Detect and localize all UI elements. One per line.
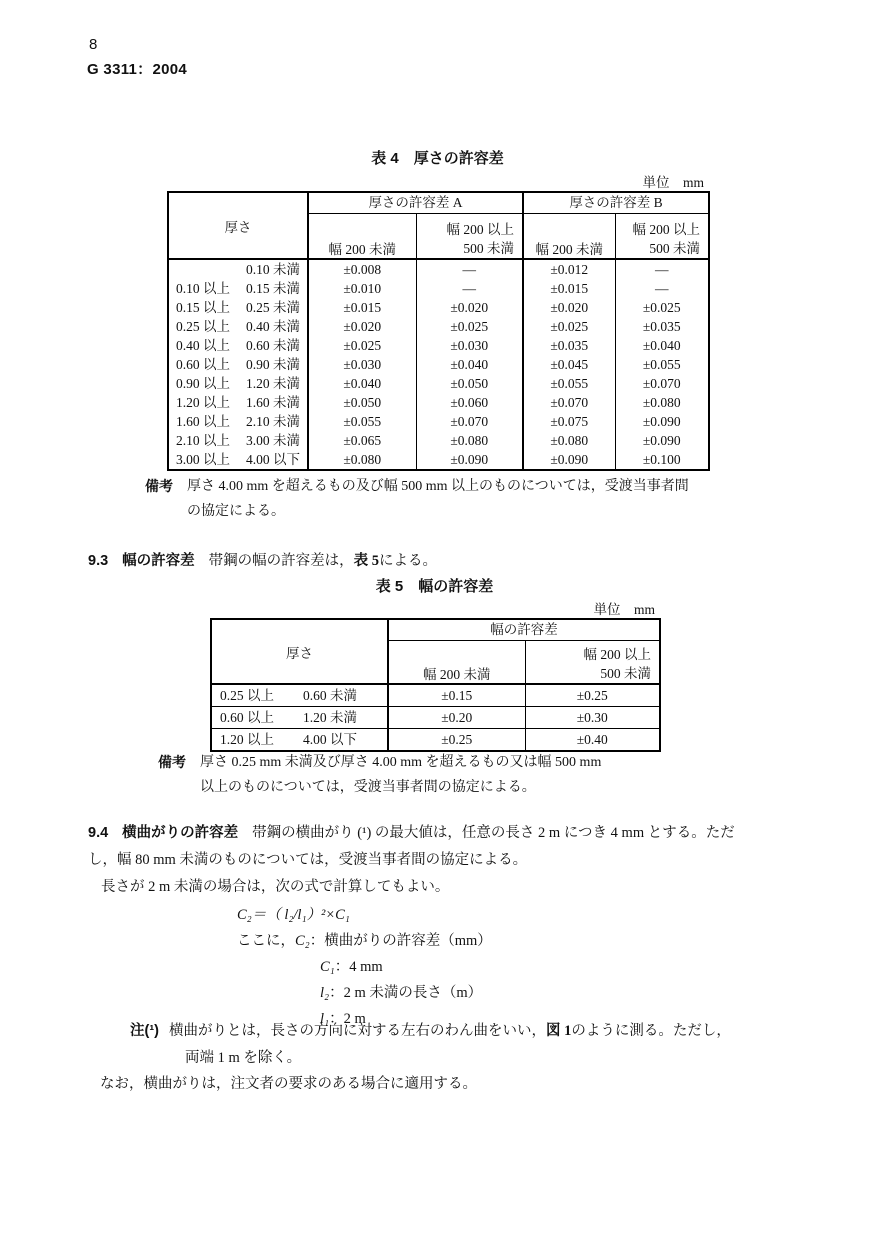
defs-lead: ここに，: [237, 933, 295, 949]
formula-def: ：2 m: [329, 1011, 366, 1027]
thickness-max: 1.60 未満: [246, 395, 300, 410]
tol-a-under200: ±0.080: [308, 450, 416, 470]
tol-b-under200: ±0.012: [523, 259, 615, 279]
formula-var: l₁: [320, 1011, 330, 1027]
remark-text: [200, 750, 601, 800]
thickness-min: 1.20 以上: [220, 732, 274, 747]
tol-a-over200: —: [416, 259, 523, 279]
camber-formula-block: [237, 902, 492, 1032]
thickness-max: 0.15 未満: [246, 281, 300, 296]
section-9-4-line2: し，幅 80 mm 未満のものについては，受渡当事者間の協定による。: [88, 852, 528, 868]
tol-b-over200: ±0.055: [642, 357, 681, 372]
table5-col-thickness: 厚さ: [211, 619, 388, 684]
thickness-min: 1.20 以上: [176, 395, 230, 410]
table5-subcol-under200: 幅 200 未満: [388, 641, 525, 685]
width-range-line1: 幅 200 以上: [632, 222, 701, 237]
section-heading: 幅の許容差: [122, 553, 195, 569]
table4-thickness-tolerance: [167, 191, 710, 471]
table-row: [168, 336, 709, 355]
remark-line1: 厚さ 0.25 mm 未満及び厚さ 4.00 mm を超えるもの又は幅 500 mm: [200, 755, 602, 770]
tol-a-under200: ±0.055: [308, 412, 416, 431]
table4-group-header-row: [168, 192, 709, 214]
remark-line2: の協定による。: [187, 504, 285, 519]
tol-under200: ±0.25: [388, 729, 525, 752]
tol-a-over200: ±0.030: [416, 336, 523, 355]
table4-title: 表 4 厚さの許容差: [371, 150, 504, 167]
tol-a-over200: ±0.020: [416, 298, 523, 317]
table5-width-tolerance: [210, 618, 661, 752]
table5-title: 表 5 幅の許容差: [375, 578, 494, 595]
section-number: 9.4: [88, 825, 109, 841]
section-body: による。: [379, 553, 438, 569]
thickness-min: 1.60 以上: [176, 414, 230, 429]
table4-subcol-b-under200: 幅 200 未満: [523, 214, 615, 260]
footnote-1-line1: [130, 1018, 731, 1045]
formula-def: ：4 mm: [334, 959, 383, 975]
tol-b-under200: ±0.035: [523, 336, 615, 355]
tol-b-over200: —: [655, 262, 669, 277]
tol-over200: ±0.25: [525, 684, 660, 707]
tol-b-under200: ±0.055: [523, 374, 615, 393]
tol-a-under200: ±0.040: [308, 374, 416, 393]
table-row: [211, 729, 660, 752]
thickness-min: 3.00 以上: [176, 452, 230, 467]
section-body: 帯鋼の幅の許容差は，: [208, 553, 354, 569]
tol-over200: ±0.40: [525, 729, 660, 752]
thickness-min: 0.90 以上: [176, 376, 230, 391]
tol-a-over200: ±0.080: [416, 431, 523, 450]
width-range-line2: 500 未満: [649, 241, 701, 256]
remark-label: 備考: [145, 478, 173, 494]
remark-line2: 以上のものについては，受渡当事者間の協定による。: [200, 780, 536, 795]
tol-a-under200: ±0.008: [308, 259, 416, 279]
formula-var: C₁: [320, 959, 335, 975]
thickness-min: 0.40 以上: [176, 338, 230, 353]
table4-unit-label: 単位 mm: [642, 175, 704, 190]
footnote-label: 注(¹): [130, 1023, 159, 1039]
tol-b-over200: ±0.040: [642, 338, 681, 353]
thickness-min: 0.15 以上: [176, 300, 230, 315]
thickness-max: 0.90 未満: [246, 357, 300, 372]
table5-subcol-over200: [525, 641, 660, 685]
tol-a-under200: ±0.025: [308, 336, 416, 355]
page-number: 8: [89, 36, 98, 53]
thickness-max: 4.00 以下: [246, 452, 300, 467]
formula: C₂＝（ l₂/l₁）²×C₁: [237, 907, 350, 923]
standard-code: G 3311：2004: [87, 61, 188, 78]
remark-label: 備考: [158, 754, 186, 770]
tol-b-under200: ±0.075: [523, 412, 615, 431]
tol-over200: ±0.30: [525, 707, 660, 729]
table4-subcol-a-over200: [416, 214, 523, 260]
table4-subcol-b-over200: [615, 214, 709, 260]
section-9-4-line3: 長さが 2 m 未満の場合は，次の式で計算してもよい。: [101, 879, 450, 895]
thickness-max: 1.20 未満: [246, 376, 300, 391]
thickness-max: 0.60 未満: [303, 688, 357, 703]
tol-b-over200: ±0.090: [642, 433, 681, 448]
table-row: [168, 317, 709, 336]
remark-text: [187, 474, 689, 524]
footnote-text: のように測る。ただし，: [571, 1023, 731, 1039]
tol-under200: ±0.20: [388, 707, 525, 729]
tol-a-under200: ±0.010: [308, 279, 416, 298]
section-9-3: [88, 549, 437, 570]
thickness-min: 0.10 以上: [176, 281, 230, 296]
table-row: [168, 355, 709, 374]
tol-a-under200: ±0.020: [308, 317, 416, 336]
tol-b-over200: ±0.035: [642, 319, 681, 334]
tol-a-over200: ±0.060: [416, 393, 523, 412]
tol-b-over200: ±0.025: [642, 300, 681, 315]
tol-b-under200: ±0.070: [523, 393, 615, 412]
tol-a-over200: ±0.090: [416, 450, 523, 470]
thickness-max: 0.10 未満: [246, 262, 300, 277]
thickness-min: 2.10 以上: [176, 433, 230, 448]
footnote-text: 横曲がりとは，長さの方向に対する左右のわん曲をいい，: [169, 1023, 546, 1039]
table-row: [168, 412, 709, 431]
table-row: [211, 684, 660, 707]
thickness-max: 0.60 未満: [246, 338, 300, 353]
thickness-max: 3.00 未満: [246, 433, 300, 448]
width-range-line1: 幅 200 以上: [446, 222, 514, 237]
table4-col-thickness: 厚さ: [168, 192, 308, 259]
table4-group-a: 厚さの許容差 A: [308, 192, 523, 214]
table5-group-header-row: [211, 619, 660, 641]
thickness-max: 2.10 未満: [246, 414, 300, 429]
figure1-reference: 図 1: [546, 1023, 572, 1039]
width-range-line1: 幅 200 以上: [583, 647, 651, 662]
table5-remark: [158, 750, 601, 800]
tol-b-under200: ±0.015: [523, 279, 615, 298]
section-9-4: [88, 820, 735, 901]
thickness-max: 0.25 未満: [246, 300, 300, 315]
thickness-min: 0.25 以上: [176, 319, 230, 334]
thickness-max: 0.40 未満: [246, 319, 300, 334]
tol-a-over200: ±0.025: [416, 317, 523, 336]
table-row: [168, 298, 709, 317]
formula-var: C₂: [295, 933, 310, 949]
formula-def-line: [320, 980, 492, 1006]
tol-b-under200: ±0.045: [523, 355, 615, 374]
table-row: [168, 450, 709, 470]
section-number: 9.3: [88, 553, 109, 569]
section-9-4-line1: [88, 820, 735, 847]
table-row: [168, 259, 709, 279]
section-body: 帯鋼の横曲がり (¹) の最大値は，任意の長さ 2 m につき 4 mm とする。ただ: [252, 825, 735, 841]
footnote-1: [130, 1018, 731, 1072]
tol-b-under200: ±0.090: [523, 450, 615, 470]
formula-var: l₂: [320, 985, 330, 1001]
tol-b-over200: —: [655, 281, 669, 296]
formula-def-line: [320, 954, 492, 980]
table4-subcol-a-under200: 幅 200 未満: [308, 214, 416, 260]
width-range-line2: 500 未満: [463, 241, 514, 256]
tol-b-under200: ±0.020: [523, 298, 615, 317]
tol-a-over200: —: [416, 279, 523, 298]
table5-unit-label: 単位 mm: [593, 602, 655, 617]
tol-a-under200: ±0.050: [308, 393, 416, 412]
tol-a-over200: ±0.050: [416, 374, 523, 393]
tol-a-over200: ±0.070: [416, 412, 523, 431]
table-row: [168, 393, 709, 412]
table5-group-width: 幅の許容差: [388, 619, 660, 641]
tol-a-over200: ±0.040: [416, 355, 523, 374]
tol-a-under200: ±0.015: [308, 298, 416, 317]
thickness-min: 0.25 以上: [220, 688, 274, 703]
tol-b-under200: ±0.025: [523, 317, 615, 336]
footnote-1-line2: 両端 1 m を除く。: [185, 1050, 302, 1066]
tol-b-over200: ±0.090: [642, 414, 681, 429]
tol-b-over200: ±0.070: [642, 376, 681, 391]
width-range-line2: 500 未満: [600, 666, 651, 681]
thickness-max: 4.00 以下: [303, 732, 357, 747]
tol-b-under200: ±0.080: [523, 431, 615, 450]
tol-a-under200: ±0.030: [308, 355, 416, 374]
formula-def: ：2 m 未満の長さ（m）: [329, 985, 483, 1001]
thickness-min: 0.60 以上: [176, 357, 230, 372]
table-row: [211, 707, 660, 729]
table5-reference: 表 5: [353, 553, 380, 569]
table4-remark: [145, 474, 689, 524]
table4-group-b: 厚さの許容差 B: [523, 192, 709, 214]
tol-a-under200: ±0.065: [308, 431, 416, 450]
section-heading: 横曲がりの許容差: [122, 825, 239, 841]
table-row: [168, 374, 709, 393]
closing-sentence: なお，横曲がりは，注文者の要求のある場合に適用する。: [100, 1076, 477, 1092]
thickness-min: 0.60 以上: [220, 710, 274, 725]
tol-under200: ±0.15: [388, 684, 525, 707]
thickness-max: 1.20 未満: [303, 710, 357, 725]
tol-b-over200: ±0.100: [642, 452, 681, 467]
remark-line1: 厚さ 4.00 mm を超えるもの及び幅 500 mm 以上のものについては，受渡当事者間: [187, 479, 689, 494]
formula-def: ：横曲がりの許容差（mm）: [309, 933, 492, 949]
table-row: [168, 279, 709, 298]
formula-def-line: [237, 928, 492, 954]
tol-b-over200: ±0.080: [642, 395, 681, 410]
table-row: [168, 431, 709, 450]
